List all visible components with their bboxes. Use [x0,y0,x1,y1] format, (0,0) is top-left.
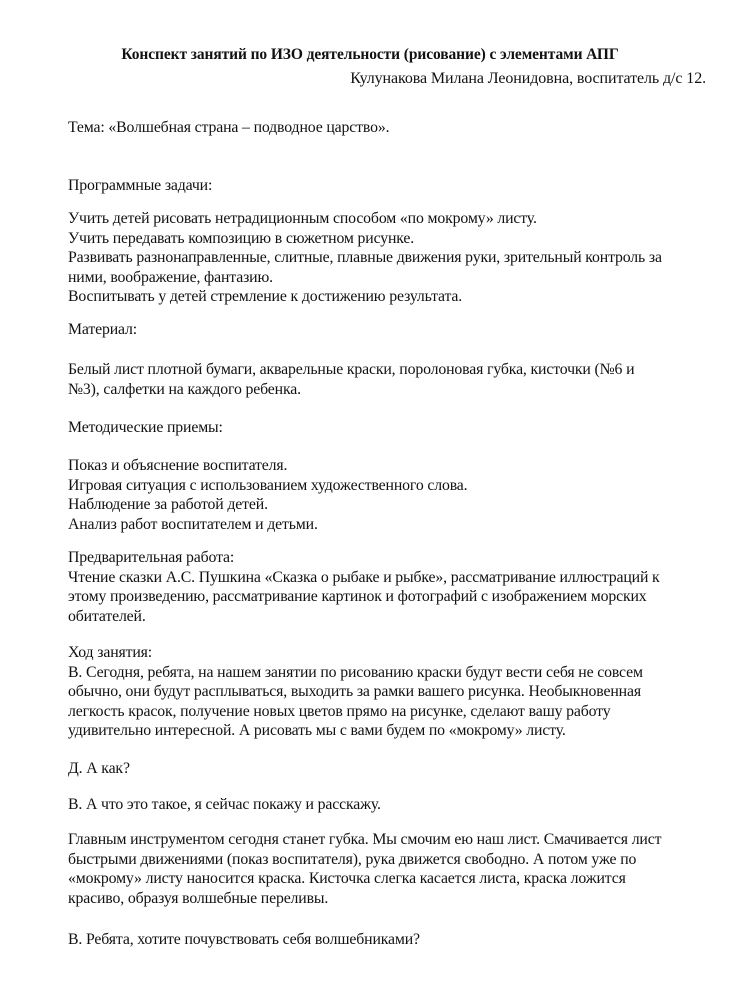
methods-heading-text: Методические приемы: [68,419,223,436]
tasks-line: Развивать разнонаправленные, слитные, плавные движения руки, зрительный контроль за [68,249,662,266]
course-line: легкость красок, получение новых цветов прямо на рисунке, сделают вашу работу [68,702,611,720]
tasks-paragraph [68,209,713,307]
course-line: удивительно интересной. А рисовать мы с вами будем по «мокрому» листу. [68,722,566,739]
material-line: Белый лист плотной бумаги, акварельные краски, поролоновая губка, кисточки (№6 и [68,361,635,378]
tasks-line: ними, воображение, фантазию. [68,268,273,286]
material-line: №3), салфетки на каждого ребенка. [68,380,301,398]
sponge-paragraph [68,830,713,908]
topic-line [68,118,713,138]
methods-line: Показ и объяснение воспитателя. [68,457,288,474]
tasks-heading [68,176,713,196]
author-line: Кулунакова Милана Леонидовна, воспитатель д/с 12. [350,70,706,87]
sponge-line: «мокрому» листу наносится краска. Кисточка слегка касается листа, краска ложится [68,870,626,887]
prep-line: Чтение сказки А.С. Пушкина «Сказка о рыбаке и рыбке», рассматривание иллюстраций к [68,568,660,586]
tasks-heading-text: Программные задачи: [68,177,213,194]
methods-line: Анализ работ воспитателем и детьми. [68,515,318,533]
methods-paragraph [68,456,713,534]
methods-line: Наблюдение за работой детей. [68,496,268,513]
material-heading [68,320,713,340]
prep-line: обитателей. [68,607,146,625]
tasks-line: Учить передавать композицию в сюжетном рисунке. [68,229,415,247]
dialog-text: В. А что это такое, я сейчас покажу и расскажу. [68,796,381,813]
tasks-line: Учить детей рисовать нетрадиционным способом «по мокрому» листу. [68,210,537,227]
material-heading-text: Материал: [68,321,137,338]
methods-line: Игровая ситуация с использованием художественного слова. [68,476,468,494]
course-line: обычно, они будут расплываться, выходить за рамки вашего рисунка. Необыкновенная [68,683,641,700]
prep-line: этому произведению, рассматривание картинок и фотографий с изображением морских [68,588,647,605]
dialog-line-3 [68,930,713,950]
tasks-line: Воспитывать у детей стремление к достижению результата. [68,288,463,305]
sponge-line: Главным инструментом сегодня станет губка. Мы смочим ею наш лист. Смачивается лист [68,831,662,848]
course-line: В. Сегодня, ребята, на нашем занятии по рисованию краски будут вести себя не совсем [68,663,643,681]
sponge-line: быстрыми движениями (показ воспитателя), рука движется свободно. А потом уже по [68,850,637,868]
prep-heading: Предварительная работа: [68,549,235,566]
methods-heading [68,418,713,438]
dialog-line-1 [68,759,713,779]
dialog-text: В. Ребята, хотите почувствовать себя волшебниками? [68,931,420,948]
sponge-line: красиво, образуя волшебные переливы. [68,889,329,907]
prep-section [68,548,713,626]
document-title: Конспект занятий по ИЗО деятельности (рисование) с элементами АПГ [121,46,619,63]
topic-text: Тема: «Волшебная страна – подводное царство». [68,119,390,136]
course-heading: Ход занятия: [68,644,153,661]
dialog-text: Д. А как? [68,760,130,777]
dialog-line-2 [68,795,713,815]
material-paragraph [68,360,713,399]
course-section [68,643,713,741]
